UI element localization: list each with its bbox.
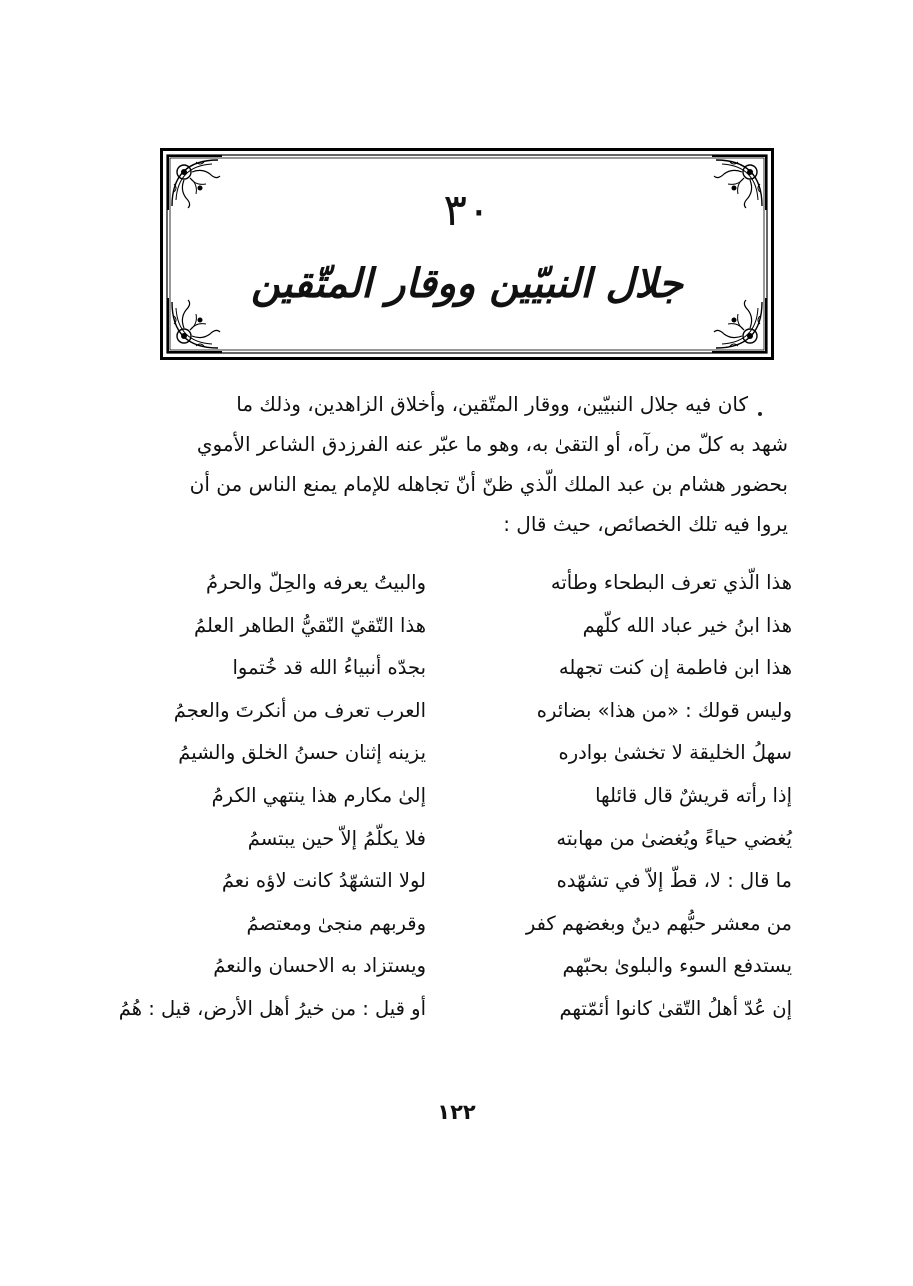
- poem-verse: [112, 690, 792, 733]
- verse-second-hemistich: ويستزاد به الاحسان والنعمُ: [213, 954, 426, 978]
- verse-first-hemistich: من معشر حبُّهم دينٌ وبغضهم كفر: [525, 911, 792, 935]
- verse-second-hemistich: العرب تعرف من أنكرتَ والعجمُ: [173, 698, 426, 722]
- poem: [112, 562, 792, 1031]
- verse-first-hemistich: هذا ابن فاطمة إن كنت تجهله: [558, 656, 792, 680]
- verse-second-hemistich: يزينه إثنان حسنُ الخلق والشيمُ: [178, 741, 426, 765]
- verse-first-hemistich: سهلُ الخليقة لا تخشىٰ بوادره: [558, 741, 792, 765]
- poem-verse: [112, 605, 792, 648]
- intro-line: بحضور هشام بن عبد الملك الّذي ظنّ أنّ تجاهله للإمام يمنع الناس من أن: [189, 472, 788, 496]
- page-number: ١٢٢: [437, 1100, 476, 1124]
- verse-second-hemistich: بجدّه أنبياءُ الله قد خُتموا: [232, 656, 426, 680]
- poem-verse: [112, 988, 792, 1031]
- poem-verse: [112, 818, 792, 861]
- verse-second-hemistich: وقربهم منجىٰ ومعتصمُ: [246, 911, 426, 935]
- verse-first-hemistich: إن عُدّ أهلُ التّقىٰ كانوا أئمّتهم: [559, 996, 792, 1020]
- chapter-number: ٣٠: [443, 185, 491, 236]
- verse-second-hemistich: إلىٰ مكارم هذا ينتهي الكرمُ: [211, 783, 426, 807]
- intro-line: كان فيه جلال النبيّين، ووقار المتّقين، وأخلاق الزاهدين، وذلك ما: [236, 392, 748, 416]
- verse-second-hemistich: فلا يكلّمُ إلاّ حين يبتسمُ: [247, 826, 426, 850]
- verse-first-hemistich: وليس قولك : «من هذا» بضائره: [536, 698, 792, 722]
- intro-line: يروا فيه تلك الخصائص، حيث قال :: [503, 512, 788, 536]
- poem-verse: [112, 903, 792, 946]
- poem-verse: [112, 860, 792, 903]
- verse-second-hemistich: والبيتُ يعرفه والحِلّ والحرمُ: [206, 571, 426, 594]
- verse-second-hemistich: لولا التشهّدُ كانت لاؤه نعمُ: [221, 869, 426, 893]
- verse-second-hemistich: أو قيل : من خيرُ أهل الأرض، قيل : هُمُ: [118, 996, 426, 1020]
- poem-verse: [112, 945, 792, 988]
- verse-first-hemistich: يُغضي حياءً ويُغضىٰ من مهابته: [556, 826, 792, 850]
- verse-first-hemistich: يستدفع السوء والبلوىٰ بحبّهم: [562, 954, 792, 978]
- chapter-header-frame: [160, 148, 774, 360]
- verse-first-hemistich: إذا رأته قريشٌ قال قائلها: [595, 783, 792, 807]
- verse-first-hemistich: هذا الّذي تعرف البطحاء وطأته: [550, 571, 792, 594]
- poem-verse: [112, 732, 792, 775]
- poem-verse: [112, 562, 792, 605]
- verse-second-hemistich: هذا التّقيّ النّقيُّ الطاهر العلمُ: [194, 613, 426, 637]
- verse-first-hemistich: هذا ابنُ خير عباد الله كلّهم: [582, 613, 792, 637]
- intro-line: شهد به كلّ من رآه، أو التقىٰ به، وهو ما عبّر عنه الفرزدق الشاعر الأموي: [196, 432, 788, 456]
- poem-verse: [112, 775, 792, 818]
- ornamental-border: [160, 148, 774, 360]
- poem-verse: [112, 647, 792, 690]
- intro-paragraph: [128, 384, 788, 544]
- chapter-title: جلال النبيّين ووقار المتّقين: [251, 261, 683, 307]
- verse-first-hemistich: ما قال : لا، قطّ إلاّ في تشهّده: [556, 869, 792, 893]
